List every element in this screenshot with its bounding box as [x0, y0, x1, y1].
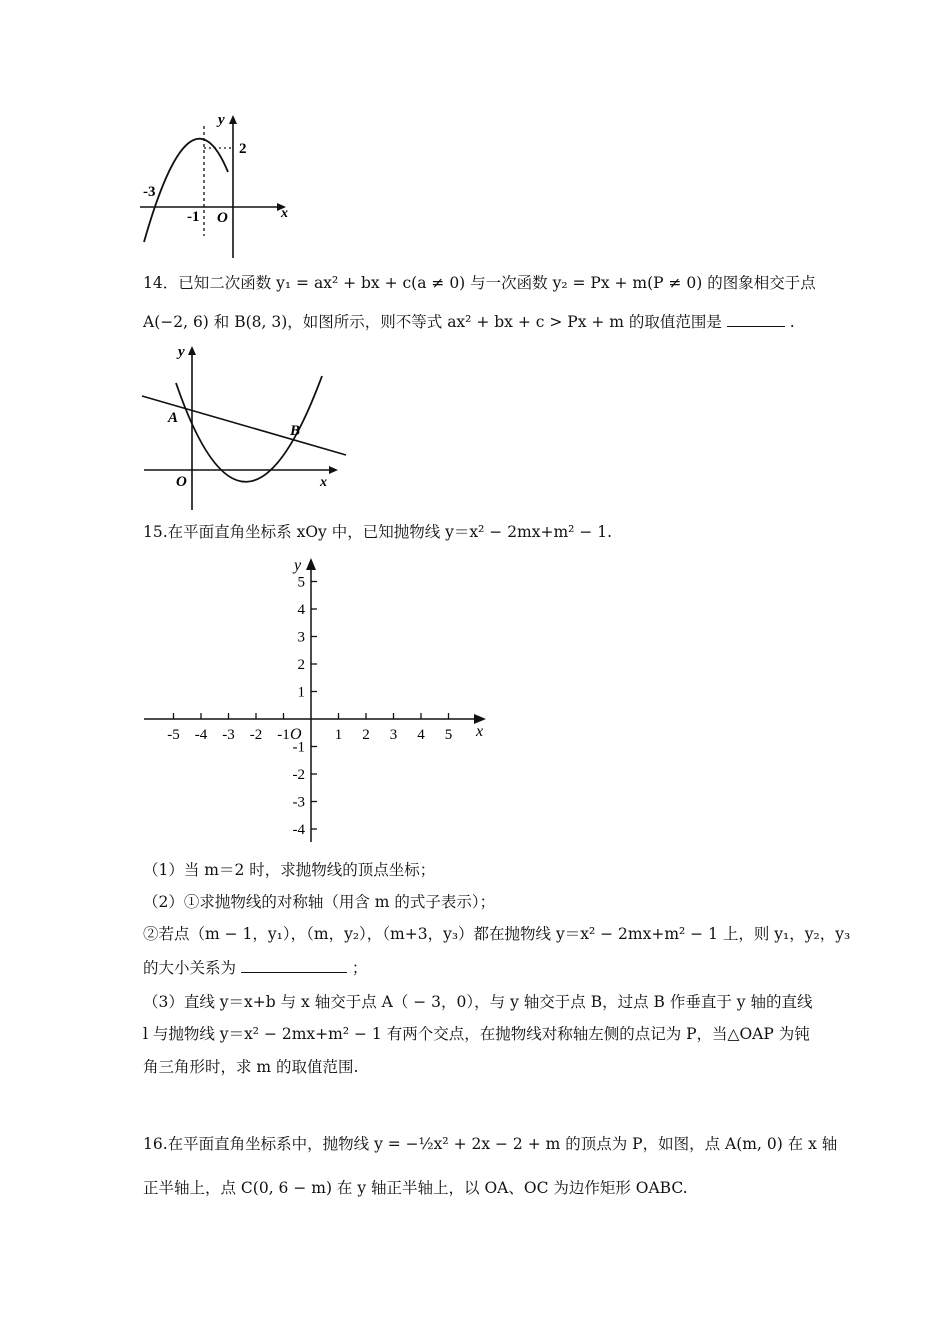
- grid-x-tick-label: 4: [417, 727, 425, 743]
- q14-line2-end: .: [789, 313, 795, 331]
- grid-y-tick-label: -3: [292, 794, 305, 811]
- fig13-value-neg3: -3: [143, 184, 156, 200]
- grid-y-tick-label: -2: [292, 767, 305, 783]
- grid-x-tick-label: -4: [194, 727, 208, 743]
- grid-x-tick-label: -5: [167, 727, 180, 743]
- q15-answer-blank[interactable]: [241, 956, 347, 973]
- fig14-point-a-label: A: [168, 410, 179, 426]
- q13-figure: [140, 108, 300, 260]
- q15-part3-line2: l 与抛物线 y＝x² − 2mx+m² − 1 有两个交点，在抛物线对称轴左侧的点记为 P，当△OAP 为钝: [143, 1025, 810, 1043]
- q14-answer-blank[interactable]: [727, 310, 785, 327]
- grid-x-label: x: [476, 723, 484, 740]
- grid-x-tick-label: -3: [222, 727, 235, 743]
- fig13-value-2: 2: [239, 141, 247, 157]
- fig13-x-label: x: [281, 206, 288, 221]
- q14-figure: [140, 340, 355, 512]
- grid-y-tick-label: 3: [297, 629, 305, 646]
- q15-title: 15.在平面直角坐标系 xOy 中，已知抛物线 y＝x² − 2mx+m² − 1.: [143, 523, 613, 541]
- grid-origin-label: O: [290, 726, 302, 743]
- grid-y-tick-label: 4: [297, 602, 305, 618]
- grid-x-tick-label: 1: [334, 727, 343, 743]
- q15-part3-line3: 角三角形时，求 m 的取值范围.: [143, 1058, 359, 1076]
- grid-x-tick-label: -1: [277, 727, 290, 743]
- q15-coordinate-grid: [140, 550, 500, 848]
- q15-part2b-text: 的大小关系为: [143, 959, 237, 977]
- grid-y-tick-label: -4: [292, 822, 305, 838]
- q16-line2: 正半轴上，点 C(0, 6 − m) 在 y 轴正半轴上，以 OA、OC 为边作矩形 OABC.: [143, 1179, 688, 1197]
- fig14-x-label: x: [320, 475, 327, 490]
- q16-line1: 16.在平面直角坐标系中，抛物线 y = −½x² + 2x − 2 + m 的顶点为 P，如图，点 A(m, 0) 在 x 轴: [143, 1135, 838, 1153]
- q14-line1: 14．已知二次函数 y₁ = ax² + bx + c(a ≠ 0) 与一次函数 y₂ = Px + m(P ≠ 0) 的图象相交于点: [143, 274, 816, 292]
- grid-x-tick-label: 2: [362, 727, 370, 743]
- grid-x-tick-label: 3: [389, 727, 398, 743]
- q14-line2: A(−2, 6) 和 B(8, 3)，如图所示，则不等式 ax² + bx + c > Px + m 的取值范围是: [143, 313, 722, 331]
- grid-y-tick-label: -1: [292, 739, 305, 756]
- fig14-y-label: y: [178, 344, 185, 360]
- grid-x-tick-label: 5: [444, 727, 453, 743]
- grid-y-tick-label: 1: [297, 684, 305, 701]
- q15-part2b-cont: [143, 956, 367, 980]
- grid-y-label: y: [294, 557, 302, 574]
- q15-part2b-end: ；: [351, 959, 368, 977]
- grid-y-tick-label: 2: [297, 657, 305, 673]
- q15-part3-line1: （3）直线 y＝x+b 与 x 轴交于点 A（ − 3，0），与 y 轴交于点 B，过点 B 作垂直于 y 轴的直线: [143, 993, 813, 1011]
- q15-part1: （1）当 m＝2 时，求抛物线的顶点坐标；: [143, 861, 436, 879]
- grid-y-tick-label: 5: [297, 574, 305, 591]
- fig13-y-label: y: [218, 112, 225, 128]
- fig13-origin-label: O: [217, 210, 228, 226]
- grid-x-tick-label: -2: [249, 727, 263, 743]
- fig14-point-b-label: B: [290, 423, 301, 439]
- q15-part2b: ②若点（m − 1，y₁），（m，y₂），（m+3，y₃）都在抛物线 y＝x² − 2mx+m² − 1 上，则 y₁，y₂，y₃: [143, 925, 851, 943]
- fig14-origin-label: O: [176, 474, 187, 490]
- q15-part2: （2）①求抛物线的对称轴（用含 m 的式子表示）；: [143, 893, 496, 911]
- fig13-value-neg1: -1: [187, 209, 200, 225]
- q14-line2-row: [143, 310, 795, 334]
